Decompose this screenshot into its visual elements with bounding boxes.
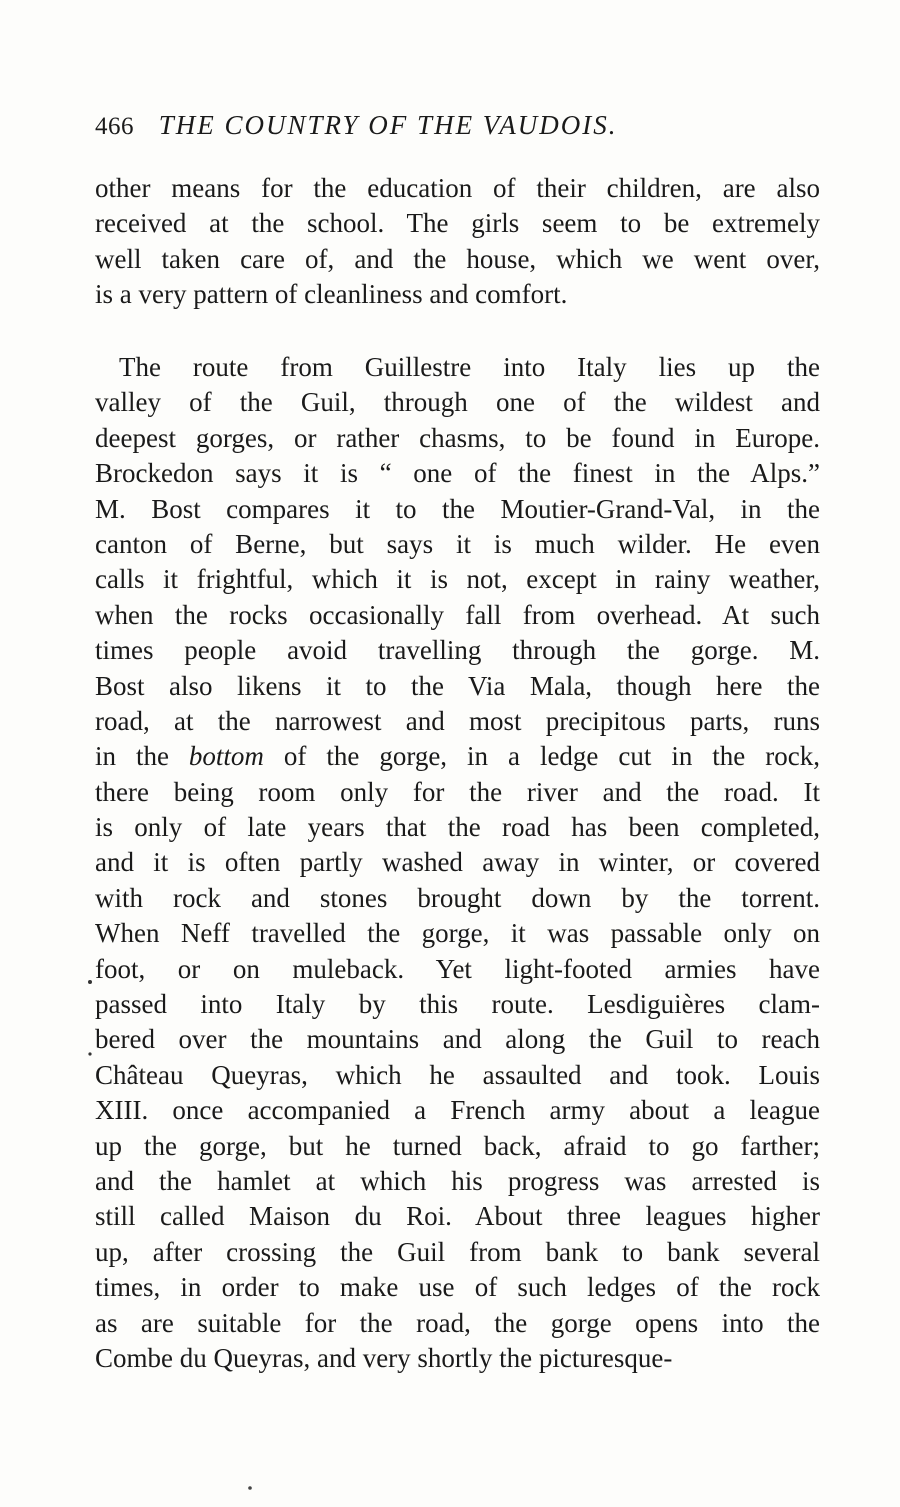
text-line: and it is often partly washed away in winter, or covered bbox=[95, 847, 820, 878]
text-line: Château Queyras, which he assaulted and took. Louis bbox=[95, 1059, 820, 1090]
text-line: canton of Berne, but says it is much wilder. He even bbox=[95, 528, 820, 559]
running-head bbox=[95, 110, 825, 150]
text-line: up, after crossing the Guil from bank to bank several bbox=[95, 1236, 820, 1267]
text-line: Combe du Queyras, and very shortly the picturesque- bbox=[95, 1342, 673, 1373]
text-run: in the bbox=[95, 741, 189, 772]
text-line: M. Bost compares it to the Moutier-Grand-Val, in the bbox=[95, 493, 820, 524]
text-line: road, at the narrowest and most precipitous parts, runs bbox=[95, 705, 820, 736]
text-line: foot, or on muleback. Yet light-footed armies have bbox=[95, 953, 820, 984]
text-line: bered over the mountains and along the Guil to reach bbox=[95, 1024, 820, 1055]
paragraph-1 bbox=[95, 171, 820, 313]
page-number: 466 bbox=[95, 113, 134, 140]
text-line: with rock and stones brought down by the torrent. bbox=[95, 882, 820, 913]
text-line: The route from Guillestre into Italy lies up the bbox=[119, 352, 820, 382]
text-line: Brockedon says it is “ one of the finest in the Alps.” bbox=[95, 458, 820, 489]
ink-speck bbox=[88, 1052, 91, 1055]
text-line: valley of the Guil, through one of the wildest and bbox=[95, 387, 820, 418]
text-line: times, in order to make use of such ledges of the rock bbox=[95, 1272, 820, 1303]
text-line: when the rocks occasionally fall from overhead. At such bbox=[95, 599, 820, 630]
text-line: passed into Italy by this route. Lesdiguières clam- bbox=[95, 989, 820, 1020]
text-line: is only of late years that the road has been completed, bbox=[95, 812, 820, 843]
text-line: received at the school. The girls seem to be extremely bbox=[95, 208, 820, 239]
paragraph-2 bbox=[95, 350, 820, 1376]
ink-speck bbox=[248, 1486, 252, 1490]
text-line: deepest gorges, or rather chasms, to be found in Europe. bbox=[95, 422, 820, 453]
text-line: and the hamlet at which his progress was arrested is bbox=[95, 1165, 820, 1196]
text-line: calls it frightful, which it is not, except in rainy weather, bbox=[95, 564, 820, 595]
text-line: there being room only for the river and the road. It bbox=[95, 776, 820, 807]
text-line: well taken care of, and the house, which we went over, bbox=[95, 243, 820, 274]
text-line: times people avoid travelling through the gorge. M. bbox=[95, 635, 820, 666]
text-line: other means for the education of their children, are also bbox=[95, 173, 820, 203]
text-line: is a very pattern of cleanliness and comfort. bbox=[95, 279, 568, 310]
text-line: as are suitable for the road, the gorge opens into the bbox=[95, 1307, 820, 1338]
ink-speck bbox=[88, 980, 92, 984]
text-line: still called Maison du Roi. About three leagues higher bbox=[95, 1201, 820, 1232]
italic-word: bottom bbox=[188, 741, 264, 772]
text-line: XIII. once accompanied a French army about a league bbox=[95, 1095, 820, 1126]
text-line: up the gorge, but he turned back, afraid to go farther; bbox=[95, 1130, 820, 1161]
text-run: of the gorge, in a ledge cut in the rock, bbox=[263, 741, 820, 772]
running-title: THE COUNTRY OF THE VAUDOIS. bbox=[158, 110, 618, 140]
text-line: When Neff travelled the gorge, it was passable only on bbox=[95, 918, 820, 949]
text-line: Bost also likens it to the Via Mala, though here the bbox=[95, 670, 820, 701]
text-line-with-italic bbox=[95, 739, 820, 774]
